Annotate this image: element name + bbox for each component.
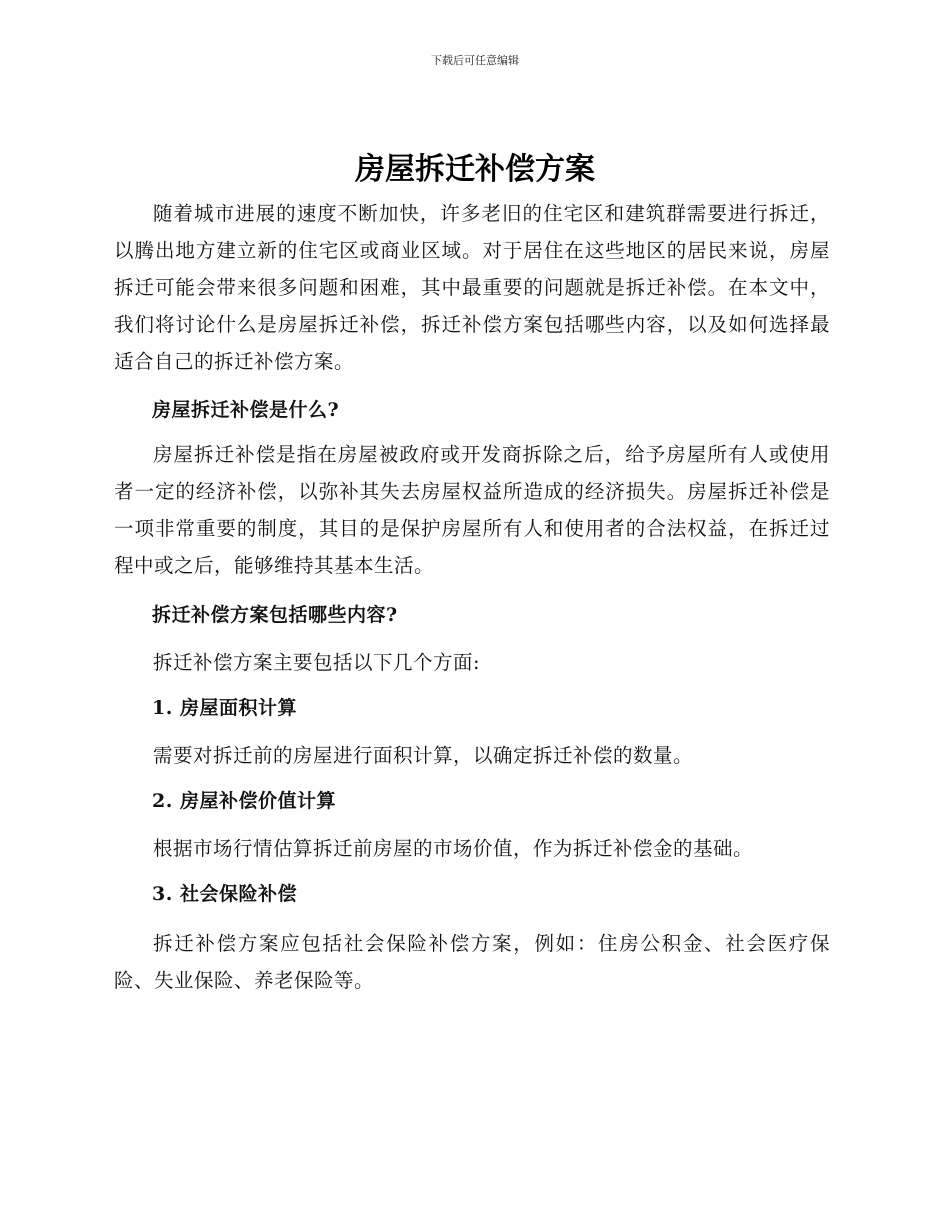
document-title: 房屋拆迁补偿方案	[355, 152, 595, 187]
section-heading-what: 房屋拆迁补偿是什么?	[152, 399, 340, 421]
item-paragraph-value: 根据市场行情估算拆迁前房屋的市场价值，作为拆迁补偿金的基础。	[153, 837, 754, 860]
item-paragraph-insurance: 拆迁补偿方案应包括社会保险补偿方案，例如：住房公积金、社会医疗保险、失业保险、养老保险等。	[114, 932, 830, 992]
section-paragraph-what: 房屋拆迁补偿是指在房屋被政府或开发商拆除之后，给予房屋所有人或使用者一定的经济补偿，以弥补其失去房屋权益所造成的经济损失。房屋拆迁补偿是一项非常重要的制度，其目的是保护房屋所有人和使用者的合法权益，在拆迁过程中或之后，能够维持其基本生活。	[114, 443, 830, 577]
intro-paragraph: 随着城市进展的速度不断加快，许多老旧的住宅区和建筑群需要进行拆迁，以腾出地方建立新的住宅区或商业区域。对于居住在这些地区的居民来说，房屋拆迁可能会带来很多问题和困难，其中最重要的问题就是拆迁补偿。在本文中，我们将讨论什么是房屋拆迁补偿，拆迁补偿方案包括哪些内容，以及如何选择最适合自己的拆迁补偿方案。	[114, 202, 830, 373]
item-paragraph-area: 需要对拆迁前的房屋进行面积计算，以确定拆迁补偿的数量。	[153, 744, 694, 767]
page-header-note: 下载后可任意编辑	[431, 54, 519, 67]
item-heading-area: 1. 房屋面积计算	[152, 697, 297, 719]
section-paragraph-contents: 拆迁补偿方案主要包括以下几个方面:	[153, 651, 481, 674]
item-heading-value: 2. 房屋补偿价值计算	[152, 790, 336, 812]
item-heading-insurance: 3. 社会保险补偿	[152, 883, 297, 905]
section-heading-contents: 拆迁补偿方案包括哪些内容?	[152, 604, 398, 626]
